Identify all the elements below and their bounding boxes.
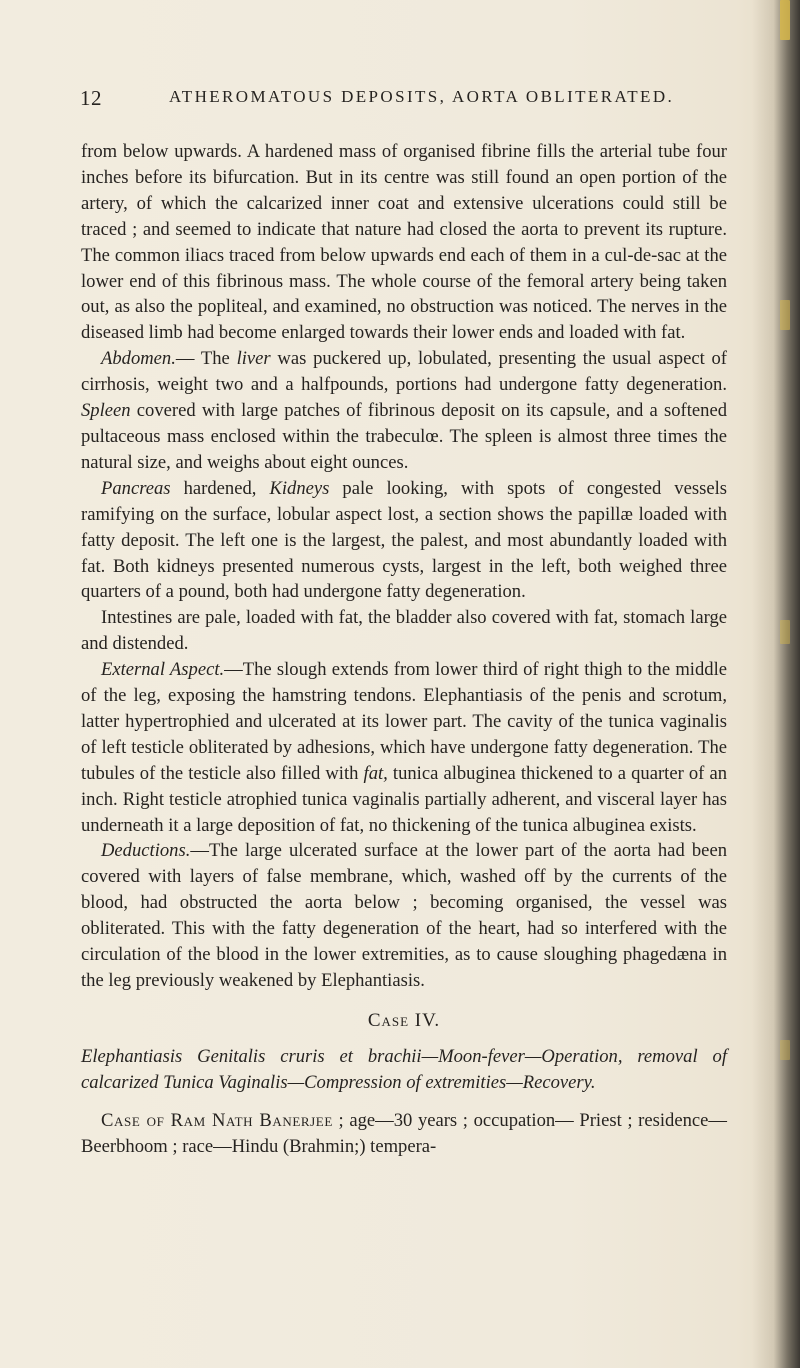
pancreas-label: Pancreas [101,477,171,499]
page-edge-mark [780,1040,790,1060]
body-text [81,139,727,1159]
paragraph-case-details [81,1108,727,1160]
running-title: ATHEROMATOUS DEPOSITS, AORTA OBLITERATED. [169,87,675,106]
kidneys-label: Kidneys [269,477,330,499]
page-number: 12 [80,86,102,110]
kidneys-text: pale looking, with spots of congested vessels ramifying on the surface, lobular aspect lost, a section shows the papillæ loaded with fatty deposit. The left one is the largest, the palest, and most abundantly loaded with fat. Both kidneys presented numerous cysts, largest in the left, both weighed three quarters of a pound, both had undergone fatty degeneration. [81,477,727,603]
paragraph-external-aspect [81,657,727,838]
abdomen-text: was puckered up, lobulated, presenting the usual aspect of cirrhosis, weight two and a halfpounds, portions had undergone fatty degeneration. [81,348,727,396]
case-lead: Case of Ram Nath Banerjee [101,1109,333,1131]
spleen-label: Spleen [81,400,131,422]
case-heading-text: Case IV. [367,1009,441,1031]
paragraph-abdomen [81,346,727,476]
liver-label: liver [236,348,271,370]
page-edge-mark [780,620,790,644]
paragraph-intestines: Intestines are pale, loaded with fat, the bladder also covered with fat, stomach large and distended. [81,607,727,655]
external-aspect-text: —The slough extends from lower third of right thigh to the middle of the leg, exposing the hamstring tendons. Elephantiasis of the penis and scrotum, latter hypertrophied and ulcerated at its lower part. The cavity of the tunica vaginalis of left testicle obliterated by adhesions, which have undergone fatty degeneration. The tubules of the testicle also filled with [81,659,727,784]
paragraph-aorta-continued: from below upwards. A hardened mass of organised fibrine fills the arterial tube four inches before its bifurcation. But in its centre was still found an open portion of the artery, of which the calcarized inner coat and extensive ulcerations could still be traced ; and seemed to indicate that nature had closed the aorta to prevent its rupture. The common iliacs traced from below upwards end each of them in a cul-de-sac at the lower end of this fibrinous mass. The whole course of the femoral artery being taken out, as also the popliteal, and examined, no obstruction was noticed. The nerves in the diseased limb had become enlarged towards their lower ends and loaded with fat. [81,141,727,344]
pancreas-text: hardened, [170,477,270,499]
deductions-text: —The large ulcerated surface at the lower part of the aorta had been covered with layers of false membrane, which, washed off by the currents of the blood, had obstructed the aorta below ; becoming organised, the vessel was obliterated. This with the fatty degeneration of the heart, had so interfered with the circulation of the blood in the lower extremities, as to cause sloughing phagedæna in the leg previously weakened by Elephantiasis. [81,840,727,991]
fat-label: fat, [363,762,388,784]
page-edge-shadow [752,0,800,1368]
deductions-heading: Deductions. [101,840,191,862]
external-aspect-text: tunica albuginea thickened to a quarter of an inch. Right testicle atrophied tunica vaginalis partially adherent, and visceral layer has underneath it a large deposition of fat, no thickening of the tunica albuginea exists. [81,762,727,836]
abdomen-heading: Abdomen. [101,348,176,370]
paragraph-pancreas-kidneys [81,476,727,606]
paragraph-deductions [81,838,727,993]
page-edge-mark [780,300,790,330]
page-edge-mark [780,0,790,40]
external-aspect-heading: External Aspect. [101,659,225,681]
case-heading [81,1008,727,1034]
running-head [80,86,730,118]
abdomen-text: — The [175,348,237,370]
abdomen-text: covered with large patches of fibrinous deposit on its capsule, and a softened pultaceous mass enclosed within the trabeculœ. The spleen is almost three times the natural size, and weighs about eight ounces. [81,400,727,473]
case-title: Elephantiasis Genitalis cruris et brachii—Moon-fever—Operation, removal of calcarized Tunica Vaginalis—Compression of extremities—Recovery. [81,1045,727,1093]
case-details-text: ; age—30 years ; occupation— Priest ; residence—Beerbhoom ; race—Hindu (Brahmin;) tempera- [81,1109,727,1157]
